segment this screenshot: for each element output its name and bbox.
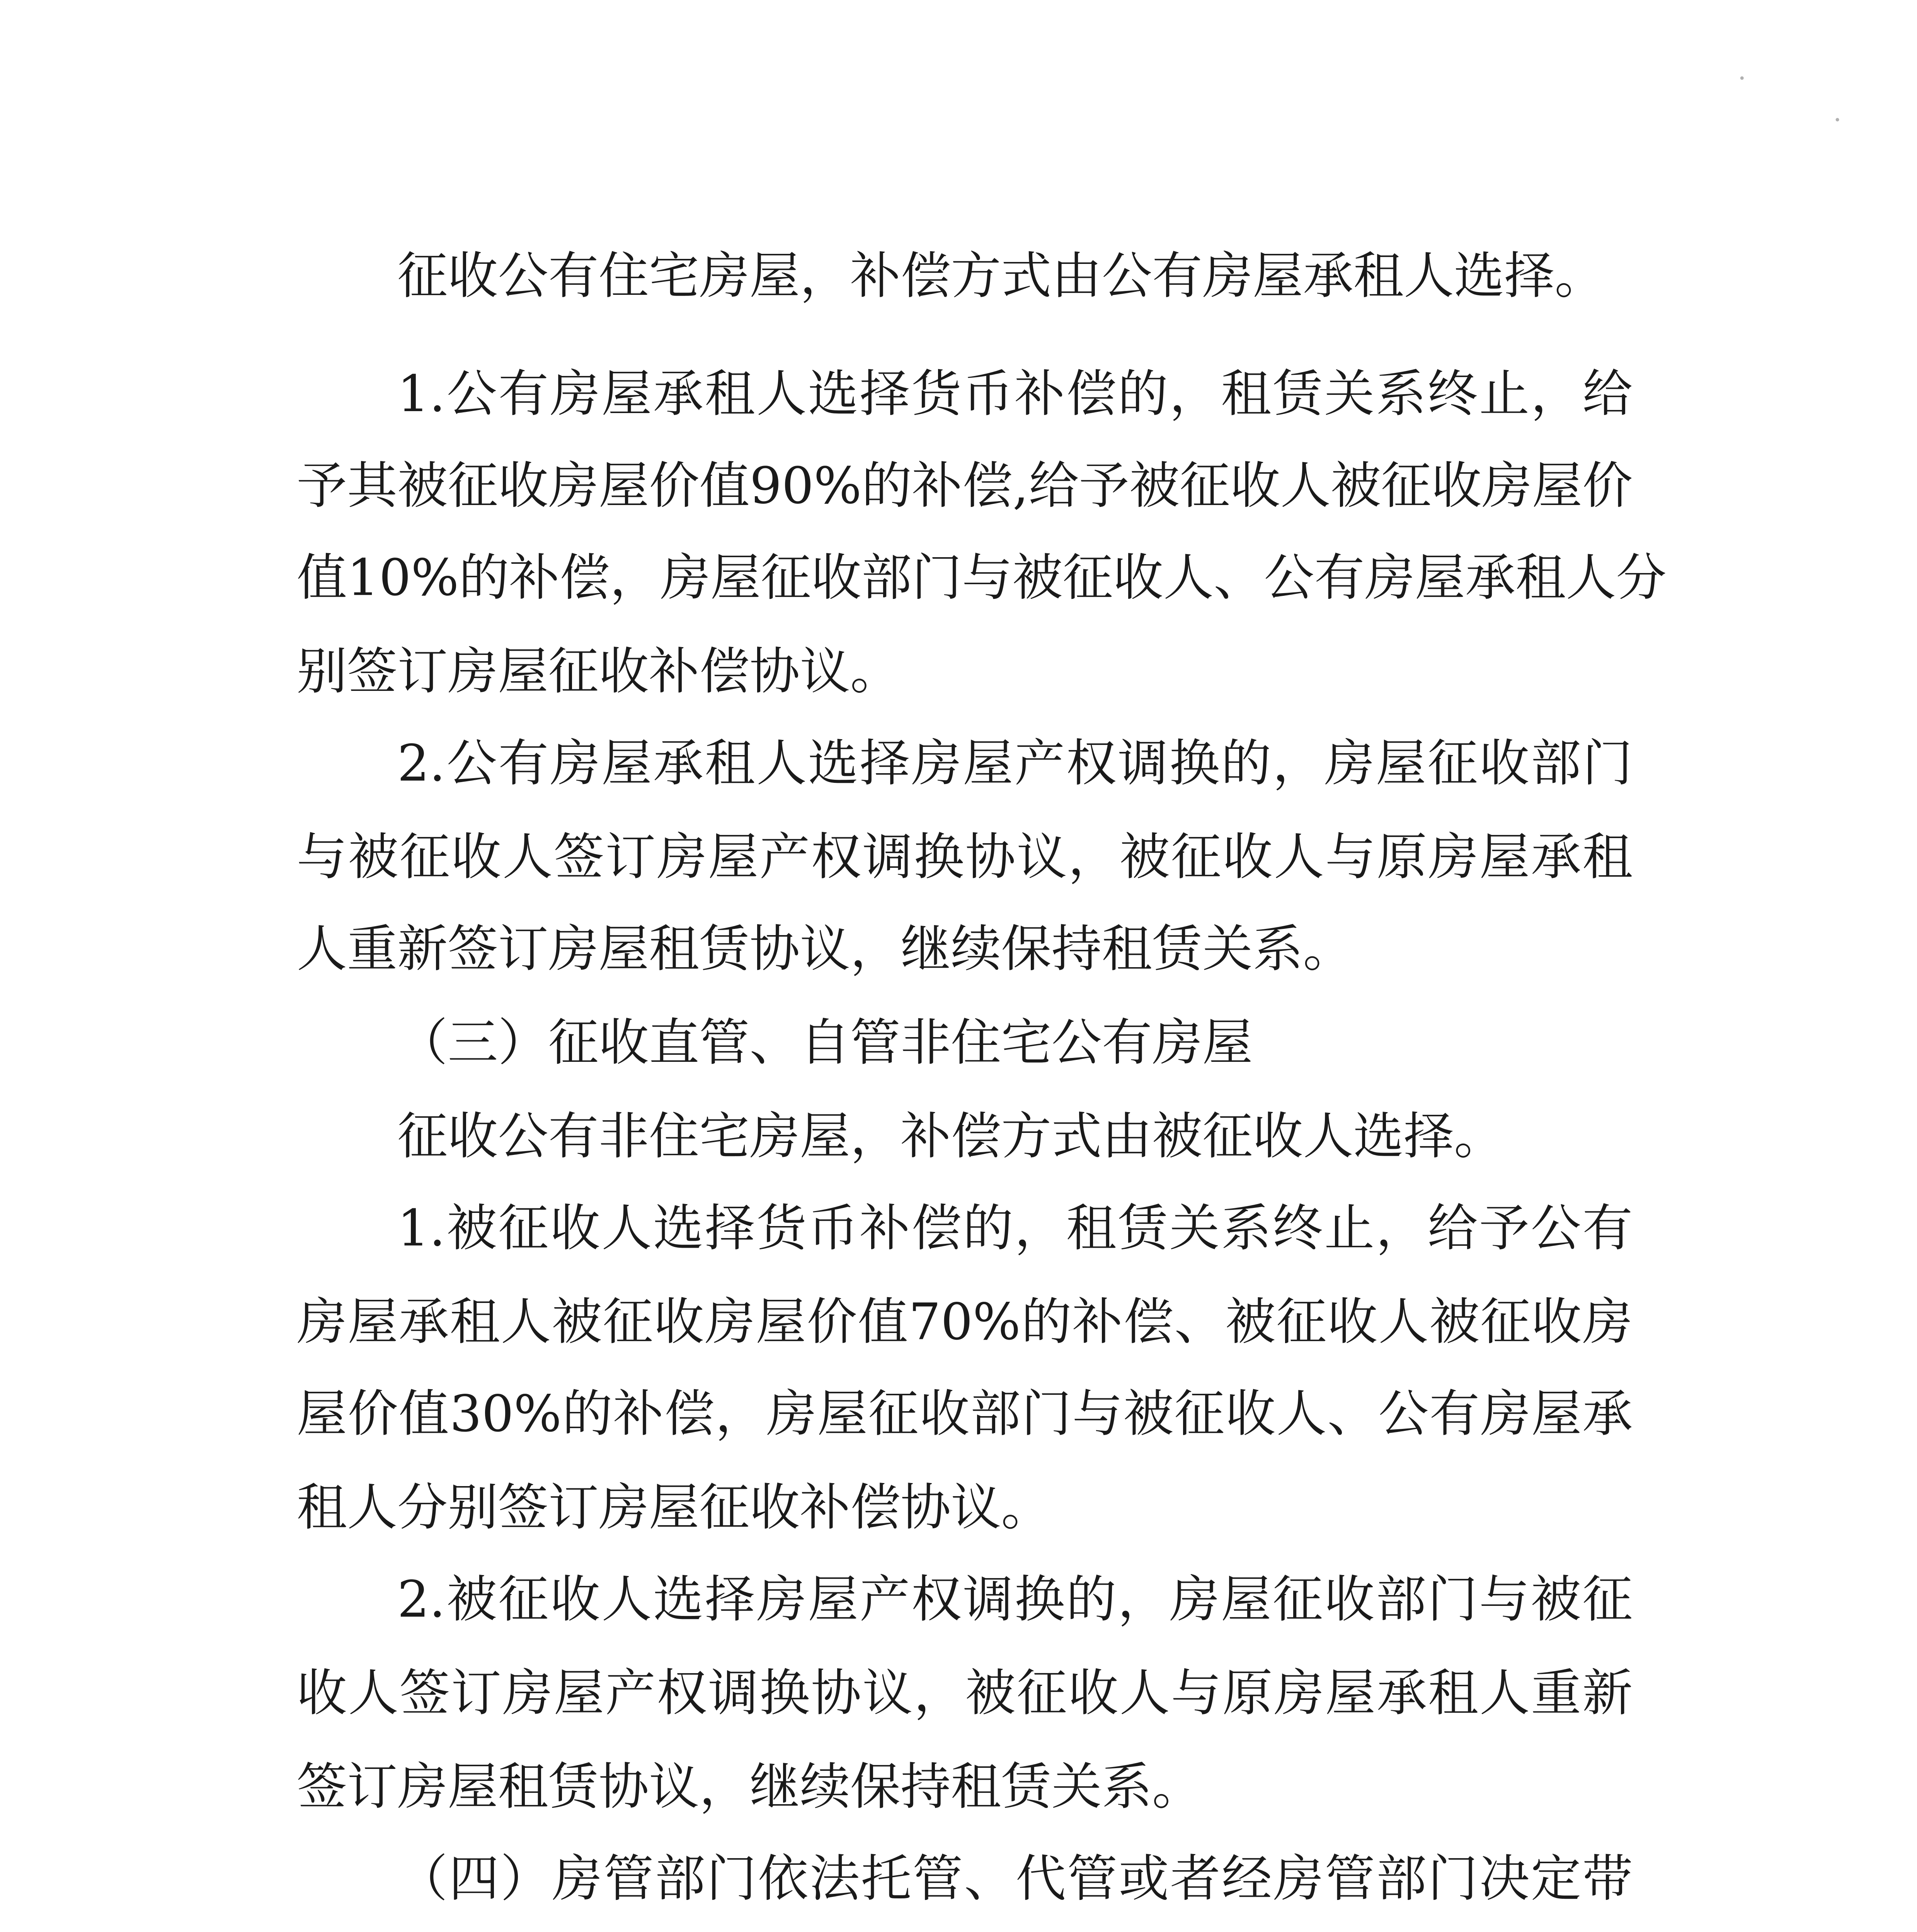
paragraph-7-line-2: 收人签订房屋产权调换协议，被征收人与原房屋承租人重新 <box>296 1663 1633 1723</box>
paragraph-3-line-2: 与被征收人签订房屋产权调换协议，被征收人与原房屋承租 <box>296 827 1633 886</box>
scan-speck <box>1740 77 1744 80</box>
paragraph-5-line-1: 征收公有非住宅房屋，补偿方式由被征收人选择。 <box>397 1107 1505 1166</box>
paragraph-6-line-4: 租人分别签订房屋征收补偿协议。 <box>296 1478 1052 1537</box>
paragraph-2-line-2: 予其被征收房屋价值90%的补偿,给予被征收人被征收房屋价 <box>296 456 1633 515</box>
paragraph-8-line-1: （四）房管部门依法托管、代管或者经房管部门决定带 <box>397 1849 1633 1908</box>
paragraph-3-line-3: 人重新签订房屋租赁协议，继续保持租赁关系。 <box>296 919 1353 978</box>
paragraph-2-line-1: 1.公有房屋承租人选择货币补偿的，租赁关系终止，给 <box>397 364 1633 423</box>
paragraph-3-line-1: 2.公有房屋承租人选择房屋产权调换的，房屋征收部门 <box>397 733 1633 793</box>
paragraph-1-line-1: 征收公有住宅房屋，补偿方式由公有房屋承租人选择。 <box>397 246 1605 306</box>
scan-speck <box>1836 118 1839 121</box>
paragraph-7-line-3: 签订房屋租赁协议，继续保持租赁关系。 <box>296 1757 1203 1816</box>
paragraph-7-line-1: 2.被征收人选择房屋产权调换的，房屋征收部门与被征 <box>397 1570 1633 1629</box>
paragraph-6-line-2: 房屋承租人被征收房屋价值70%的补偿、被征收人被征收房 <box>296 1292 1633 1352</box>
paragraph-2-line-4: 别签订房屋征收补偿协议。 <box>296 642 901 701</box>
subsection-heading-3: （三）征收直管、自管非住宅公有房屋 <box>397 1013 1253 1072</box>
paragraph-2-line-3: 值10%的补偿，房屋征收部门与被征收人、公有房屋承租人分 <box>296 548 1667 607</box>
paragraph-6-line-3: 屋价值30%的补偿，房屋征收部门与被征收人、公有房屋承 <box>296 1384 1633 1444</box>
paragraph-6-line-1: 1.被征收人选择货币补偿的，租赁关系终止，给予公有 <box>397 1199 1633 1258</box>
